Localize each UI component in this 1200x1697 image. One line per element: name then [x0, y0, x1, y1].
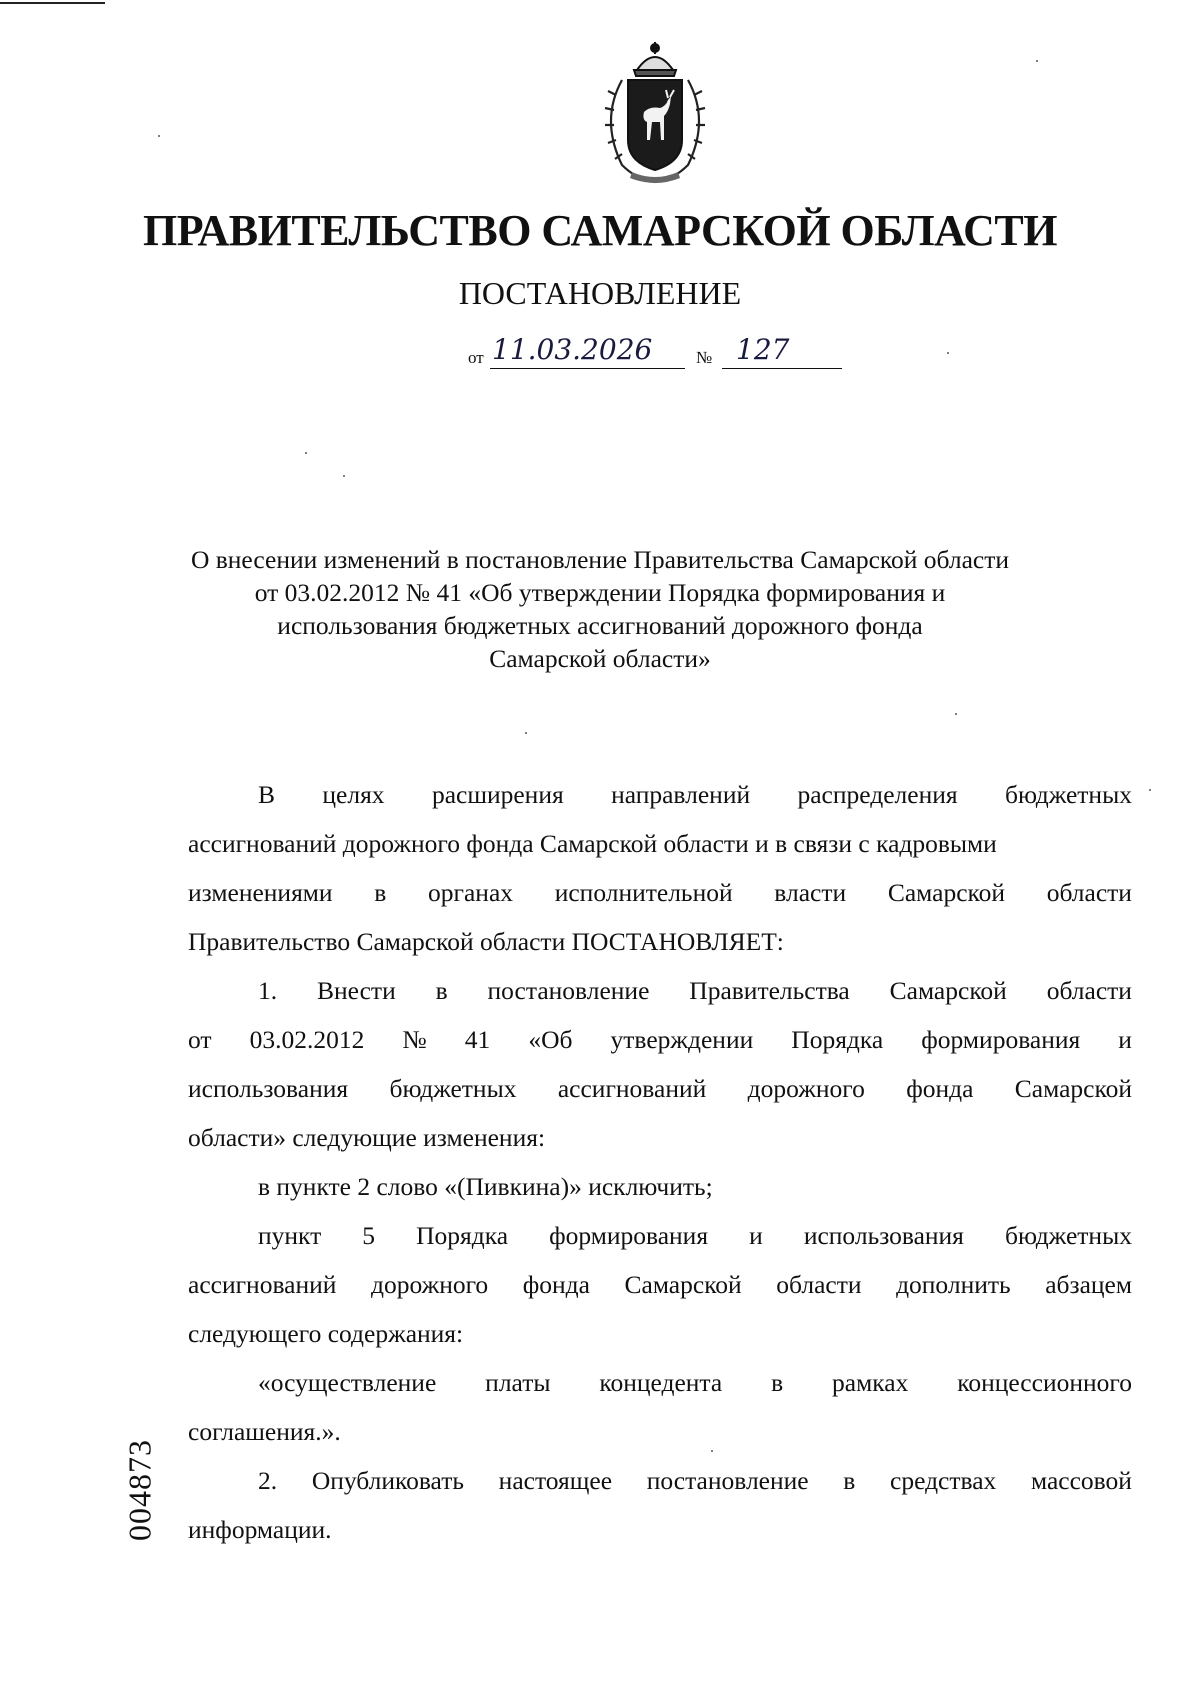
serial-number-stamp [120, 1435, 160, 1545]
scan-speck [955, 713, 957, 715]
scan-speck [1149, 789, 1151, 791]
subject-line: О внесении изменений в постановление Правительства Самарской области [190, 545, 1010, 574]
body-line: ассигнований дорожного фонда Самарской области дополнить абзацем [188, 1270, 1132, 1299]
samara-coat-of-arms-emblem [592, 40, 718, 190]
body-line: информации. [188, 1515, 332, 1544]
date-prefix-label: от [468, 348, 484, 367]
scan-speck [158, 135, 160, 137]
serial-number: 004873 [121, 1439, 158, 1541]
body-line: использования бюджетных ассигнований дорожного фонда Самарской [188, 1074, 1132, 1103]
document-subject [150, 543, 1050, 675]
body-line: ассигнований дорожного фонда Самарской области и в связи с кадровыми [188, 829, 997, 858]
scan-speck [711, 1450, 713, 1452]
subject-line: использования бюджетных ассигнований дорожного фонда [277, 611, 923, 640]
scan-speck [1036, 60, 1038, 62]
body-line: «осуществление платы концедента в рамках концессионного [258, 1368, 1132, 1397]
body-line: 2. Опубликовать настоящее постановление в средствах массовой [258, 1466, 1132, 1495]
handwritten-number: 127 [736, 333, 790, 366]
body-line: в пункте 2 слово «(Пивкина)» исключить; [258, 1172, 713, 1201]
number-prefix-label: № [696, 348, 713, 367]
scan-speck [305, 452, 307, 454]
scan-speck [947, 352, 949, 354]
handwritten-date: 11.03.2026 [492, 333, 653, 366]
date-number-line [468, 334, 848, 374]
body-line: от 03.02.2012 № 41 «Об утверждении Порядка формирования и [188, 1025, 1132, 1054]
body-line: изменениями в органах исполнительной власти Самарской области [188, 878, 1132, 907]
scan-edge-line [0, 2, 105, 4]
scan-speck [343, 475, 345, 477]
body-line: 1. Внести в постановление Правительства Самарской области [258, 976, 1132, 1005]
document-type-heading: ПОСТАНОВЛЕНИЕ [458, 275, 742, 311]
body-line: области» следующие изменения: [188, 1123, 546, 1152]
subject-line: от 03.02.2012 № 41 «Об утверждении Порядка формирования и [254, 578, 946, 607]
body-line: пункт 5 Порядка формирования и использования бюджетных [258, 1221, 1132, 1250]
body-line: Правительство Самарской области ПОСТАНОВЛЯЕТ: [188, 927, 784, 956]
body-line: соглашения.». [188, 1417, 341, 1446]
body-line: следующего содержания: [188, 1319, 464, 1348]
subject-line: Самарской области» [489, 644, 711, 673]
body-line: В целях расширения направлений распределения бюджетных [258, 780, 1132, 809]
scan-speck [525, 732, 527, 734]
government-title: ПРАВИТЕЛЬСТВО САМАРСКОЙ ОБЛАСТИ [143, 206, 1057, 255]
